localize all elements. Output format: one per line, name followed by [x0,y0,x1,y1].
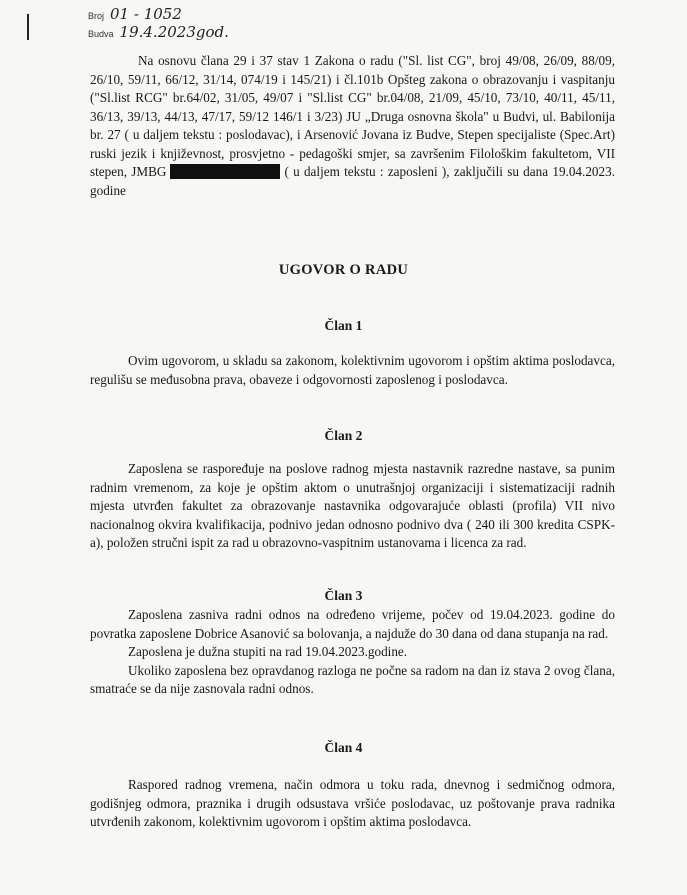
article-1-paragraph-1: Ovim ugovorom, u skladu sa zakonom, kolektivnim ugovorom i opštim aktima poslodavca, regulišu se međusobna prava, obaveze i odgovornosti zaposlenog i poslodavca. [90,353,615,387]
article-3-paragraph-3: Ukoliko zaposlena bez opravdanog razloga ne počne sa radom na dan iz stava 2 ovog člana, smatraće se da nije zasnovala radni odnos. [90,662,615,696]
stamp-mjesto-label: Budva [88,29,114,39]
article-2-heading: Član 2 [324,428,363,443]
stamp-date-value: 19.4.2023god. [119,23,229,41]
intro-text-part1: Na osnovu člana 29 i 37 stav 1 Zakona o radu ("Sl. list CG", broj 49/08, 26/09, 88/09, 26/10, 59/11, 66/12, 31/14, 074/19 i 145/21) i čl.101b Opšteg zakona o obrazovanju i vaspitanju ("Sl.list RCG" br.64/02, 31/05, 49/07 i "Sl.list CG" br.04/08, 21/09, 45/10, 73/10, 40/11, 45/11, 36/13, 39/13, 44/13, 47/17, 59/12 146/1 i 3/23) JU „Druga osnovna škola" u Budvi, ul. Babilonija br. 27 ( u daljem tekstu : poslodavac), i Arsenović Jovana iz Budve, Stepen specijaliste (Spec.Art) ruski jezik i književnost, prosvjetno - pedagoški smjer, sa završenim Filološkim fakultetom, VII stepen, JMBG [90,53,615,179]
article-3-heading: Član 3 [324,588,363,603]
article-2-body [90,460,615,553]
intro-text-part2: ( u daljem tekstu : zaposleni ), zaključili su dana 19.04.2023. godine [90,164,615,198]
article-4-heading: Član 4 [324,740,363,755]
article-1-body [90,352,615,389]
redaction-box [170,164,280,179]
article-4-paragraph-1: Raspored radnog vremena, način odmora u toku rada, dnevnog i sedmičnog odmora, godišnjeg odmora, praznika i drugih odsustava vršiće poslodavac, uz poštovanje prava radnika utvrđenih zakonom, kolektivnim ugovorom i opštim aktima poslodavca. [90,777,615,829]
document-title: UGOVOR O RADU [278,262,409,278]
article-4-body [90,776,615,832]
article-3-paragraph-1: Zaposlena zasniva radni odnos na određeno vrijeme, počev od 19.04.2023. godine do povratka zaposlene Dobrice Asanović sa bolovanja, a najduže do 30 dana od dana stupanja na rad. [90,607,615,641]
article-1-heading: Član 1 [324,318,363,333]
article-3-body [90,606,615,699]
intro-paragraph [90,52,615,200]
article-3-paragraph-2: Zaposlena je dužna stupiti na rad 19.04.2023.godine. [128,644,408,659]
stamp-broj-value: 01 - 1052 [110,5,182,23]
article-2-paragraph-1: Zaposlena se raspoređuje na poslove radnog mjesta nastavnik razredne nastave, sa punim radnim vremenom, za koje je opštim aktom o unutrašnjoj organizaciji i sistematizaciji radnih mjesta utvrđen fakultet za obrazovanje nastavnika odgovarajuće oblasti (profila) VII nivo nacionalnog okvira kvalifikacija, podnivo jedan odnosno podnivo dva ( 240 ili 300 kredita CSPK-a), položen stručni ispit za rad u obrazovno-vaspitnim ustanovama i licenca za rad. [90,461,615,550]
margin-mark [27,14,29,40]
registry-stamp [88,6,229,42]
stamp-broj-label: Broj [88,11,105,21]
